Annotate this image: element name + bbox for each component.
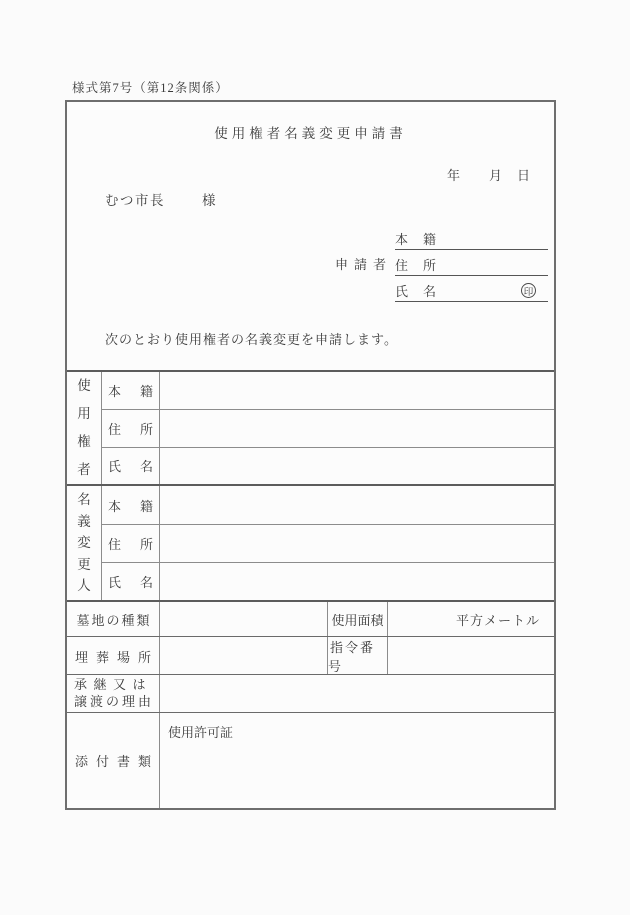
cell-label-address: 住 所 — [102, 524, 160, 562]
form-number: 様式第7号（第12条関係） — [72, 81, 229, 95]
statement: 次のとおり使用権者の名義変更を申請します。 — [105, 332, 398, 347]
applicant-fields — [395, 224, 548, 302]
vertical-label-char: 人 — [77, 578, 91, 593]
row-transfer-reason — [67, 674, 554, 712]
date-line: 年 月 日 — [446, 168, 531, 183]
form-table — [67, 370, 554, 808]
cell-value-attached-documents: 使用許可証 — [168, 725, 234, 740]
reason-label-line1: 承継又は — [74, 677, 153, 692]
cell-label-usage-area: 使用面積 — [328, 602, 388, 636]
honorific: 様 — [202, 193, 216, 208]
cell-label-burial-place: 埋葬場所 — [67, 637, 160, 675]
vertical-label-usage-right-holder — [67, 372, 102, 484]
addressee-line — [105, 189, 216, 209]
cell-value — [160, 524, 554, 562]
cell-value — [160, 372, 554, 409]
cell-label-cemetery-kind: 墓地の種類 — [67, 602, 160, 636]
field-label: 氏 名 — [395, 284, 438, 299]
vertical-label-char: 義 — [77, 513, 91, 529]
vertical-label-char: 権 — [77, 433, 91, 449]
applicant-label: 申請者 — [335, 256, 393, 272]
group-transferee — [67, 484, 554, 600]
cell-value-square-meters: 平方メートル — [455, 612, 540, 628]
field-label: 本 籍 — [395, 232, 438, 247]
cell-label-address: 住 所 — [102, 409, 160, 446]
group-usage-right-holder — [67, 372, 554, 484]
vertical-label-transferee — [67, 486, 102, 600]
addressee: むつ市長 — [105, 193, 165, 208]
row-attached-documents — [67, 712, 554, 808]
page-title: 使用権者名義変更申請書 — [214, 126, 407, 141]
vertical-label-char: 変 — [77, 535, 91, 550]
cell-label-attached-documents: 添付書類 — [67, 713, 160, 808]
form-border-box — [65, 100, 556, 810]
cell-label-honseki: 本 籍 — [102, 486, 160, 524]
cell-value — [160, 637, 328, 675]
vertical-label-char: 使 — [77, 378, 91, 393]
cell-value — [388, 637, 554, 675]
applicant-address-row — [395, 250, 548, 276]
cell-value — [160, 447, 554, 484]
reason-label-line2: 譲渡の理由 — [74, 693, 155, 709]
cell-label-transfer-reason — [67, 675, 160, 712]
seal-stamp-icon: 印 — [521, 283, 536, 298]
row-cemetery-kind — [67, 600, 554, 636]
applicant-block — [335, 224, 548, 302]
vertical-label-char: 名 — [77, 492, 91, 507]
cell-value — [160, 675, 554, 712]
cell-label-honseki: 本 籍 — [102, 372, 160, 409]
cell-label-order-number: 指令番号 — [328, 637, 388, 675]
row-burial-place — [67, 636, 554, 674]
applicant-honseki-row — [395, 224, 548, 250]
cell-label-name: 氏 名 — [102, 562, 160, 600]
vertical-label-char: 用 — [77, 405, 91, 421]
cell-value — [160, 602, 328, 636]
cell-label-name: 氏 名 — [102, 447, 160, 484]
cell-value — [160, 409, 554, 446]
applicant-name-row — [395, 276, 548, 302]
field-label: 住 所 — [395, 258, 438, 273]
cell-value — [160, 486, 554, 524]
cell-value — [160, 562, 554, 600]
vertical-label-char: 更 — [77, 556, 91, 572]
vertical-label-char: 者 — [77, 461, 91, 477]
